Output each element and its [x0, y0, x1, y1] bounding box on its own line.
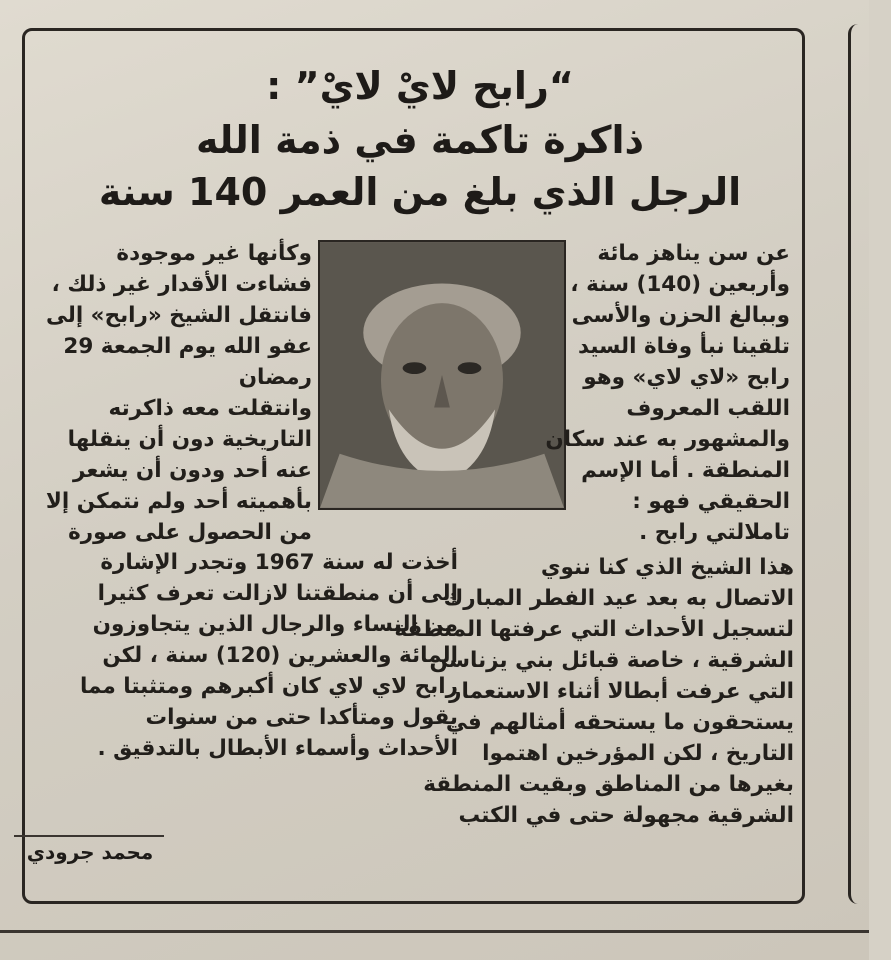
text-line: عن سن يناهز مائة [597, 241, 790, 266]
text-line: فانتقل الشيخ «رابح» إلى [46, 303, 312, 328]
text-line: وأربعين (140) سنة ، [570, 272, 790, 297]
text-line: تاملالتي رابح . [639, 520, 790, 545]
text-line: الشرقية مجهولة حتى في الكتب [458, 803, 794, 828]
text-line: لتسجيل الأحداث التي عرفتها المنطقة [394, 617, 794, 642]
portrait-photo [318, 240, 566, 510]
column-right-top [545, 238, 790, 548]
text-line: المنطقة . أما الإسم [581, 458, 790, 483]
column-left-bottom [38, 547, 458, 764]
text-line: والمشهور به عند سكان [545, 427, 790, 452]
text-line: المائة والعشرين (120) سنة ، لكن [102, 643, 458, 668]
text-line: وانتقلت معه ذاكرته [108, 396, 312, 421]
text-line: الاتصال به بعد عيد الفطر المبارك [443, 586, 794, 611]
text-line: رابح لاي لاي كان أكبرهم ومتثبتا مما [79, 674, 458, 699]
text-line: بأهميته أحد ولم نتمكن إلا [45, 489, 312, 514]
text-line: أخذت له سنة 1967 وتجدر الإشارة [100, 550, 458, 575]
text-line: رمضان [238, 365, 312, 390]
portrait-icon [320, 242, 564, 508]
text-line: يقول ومتأكدا حتى من سنوات [145, 705, 458, 730]
text-line: يستحقون ما يستحقه أمثالهم في [445, 710, 794, 735]
text-line: من النساء والرجال الذين يتجاوزون [92, 612, 458, 637]
text-line: اللقب المعروف [626, 396, 790, 421]
adjacent-article-frame [848, 24, 891, 904]
text-line: عفو الله يوم الجمعة 29 [63, 334, 312, 359]
text-line: هذا الشيخ الذي كنا ننوي [540, 555, 794, 580]
bottom-rule [0, 930, 869, 933]
text-line: التاريخية دون أن ينقلها [67, 427, 312, 452]
text-line: من الحصول على صورة [68, 520, 312, 545]
text-line: رابح «لاي لاي» وهو [583, 365, 790, 390]
text-line: بغيرها من المناطق وبقيت المنطقة [423, 772, 794, 797]
text-line: إلى أن منطقتنا لازالت تعرف كثيرا [97, 581, 458, 606]
text-line: الشرقية ، خاصة قبائل بني يزناسن [429, 648, 794, 673]
text-line: وكأنها غير موجودة [116, 241, 312, 266]
text-line: تلقينا نبأ وفاة السيد [577, 334, 790, 359]
text-line: التاريخ ، لكن المؤرخين اهتموا [482, 741, 794, 766]
byline-rule [14, 835, 164, 837]
text-line: الحقيقي فهو : [632, 489, 790, 514]
text-line: وببالغ الحزن والأسى [571, 303, 790, 328]
headline-age: الرجل الذي بلغ من العمر 140 سنة [98, 170, 742, 214]
text-line: فشاءت الأقدار غير ذلك ، [51, 272, 312, 297]
headline-name: “رابح لايْ لايْ” : [266, 64, 574, 108]
text-line: الأحداث وأسماء الأبطال بالتدقيق . [97, 736, 458, 761]
column-right-bottom [394, 552, 794, 831]
headline-subtitle: ذاكرة تاكمة في ذمة الله [195, 118, 645, 162]
column-left-top [38, 238, 312, 548]
text-line: التي عرفت أبطالا أثناء الاستعمار [449, 679, 794, 704]
author-byline: محمد جرودي [26, 840, 154, 864]
text-line: عنه أحد ودون أن يشعر [72, 458, 312, 483]
